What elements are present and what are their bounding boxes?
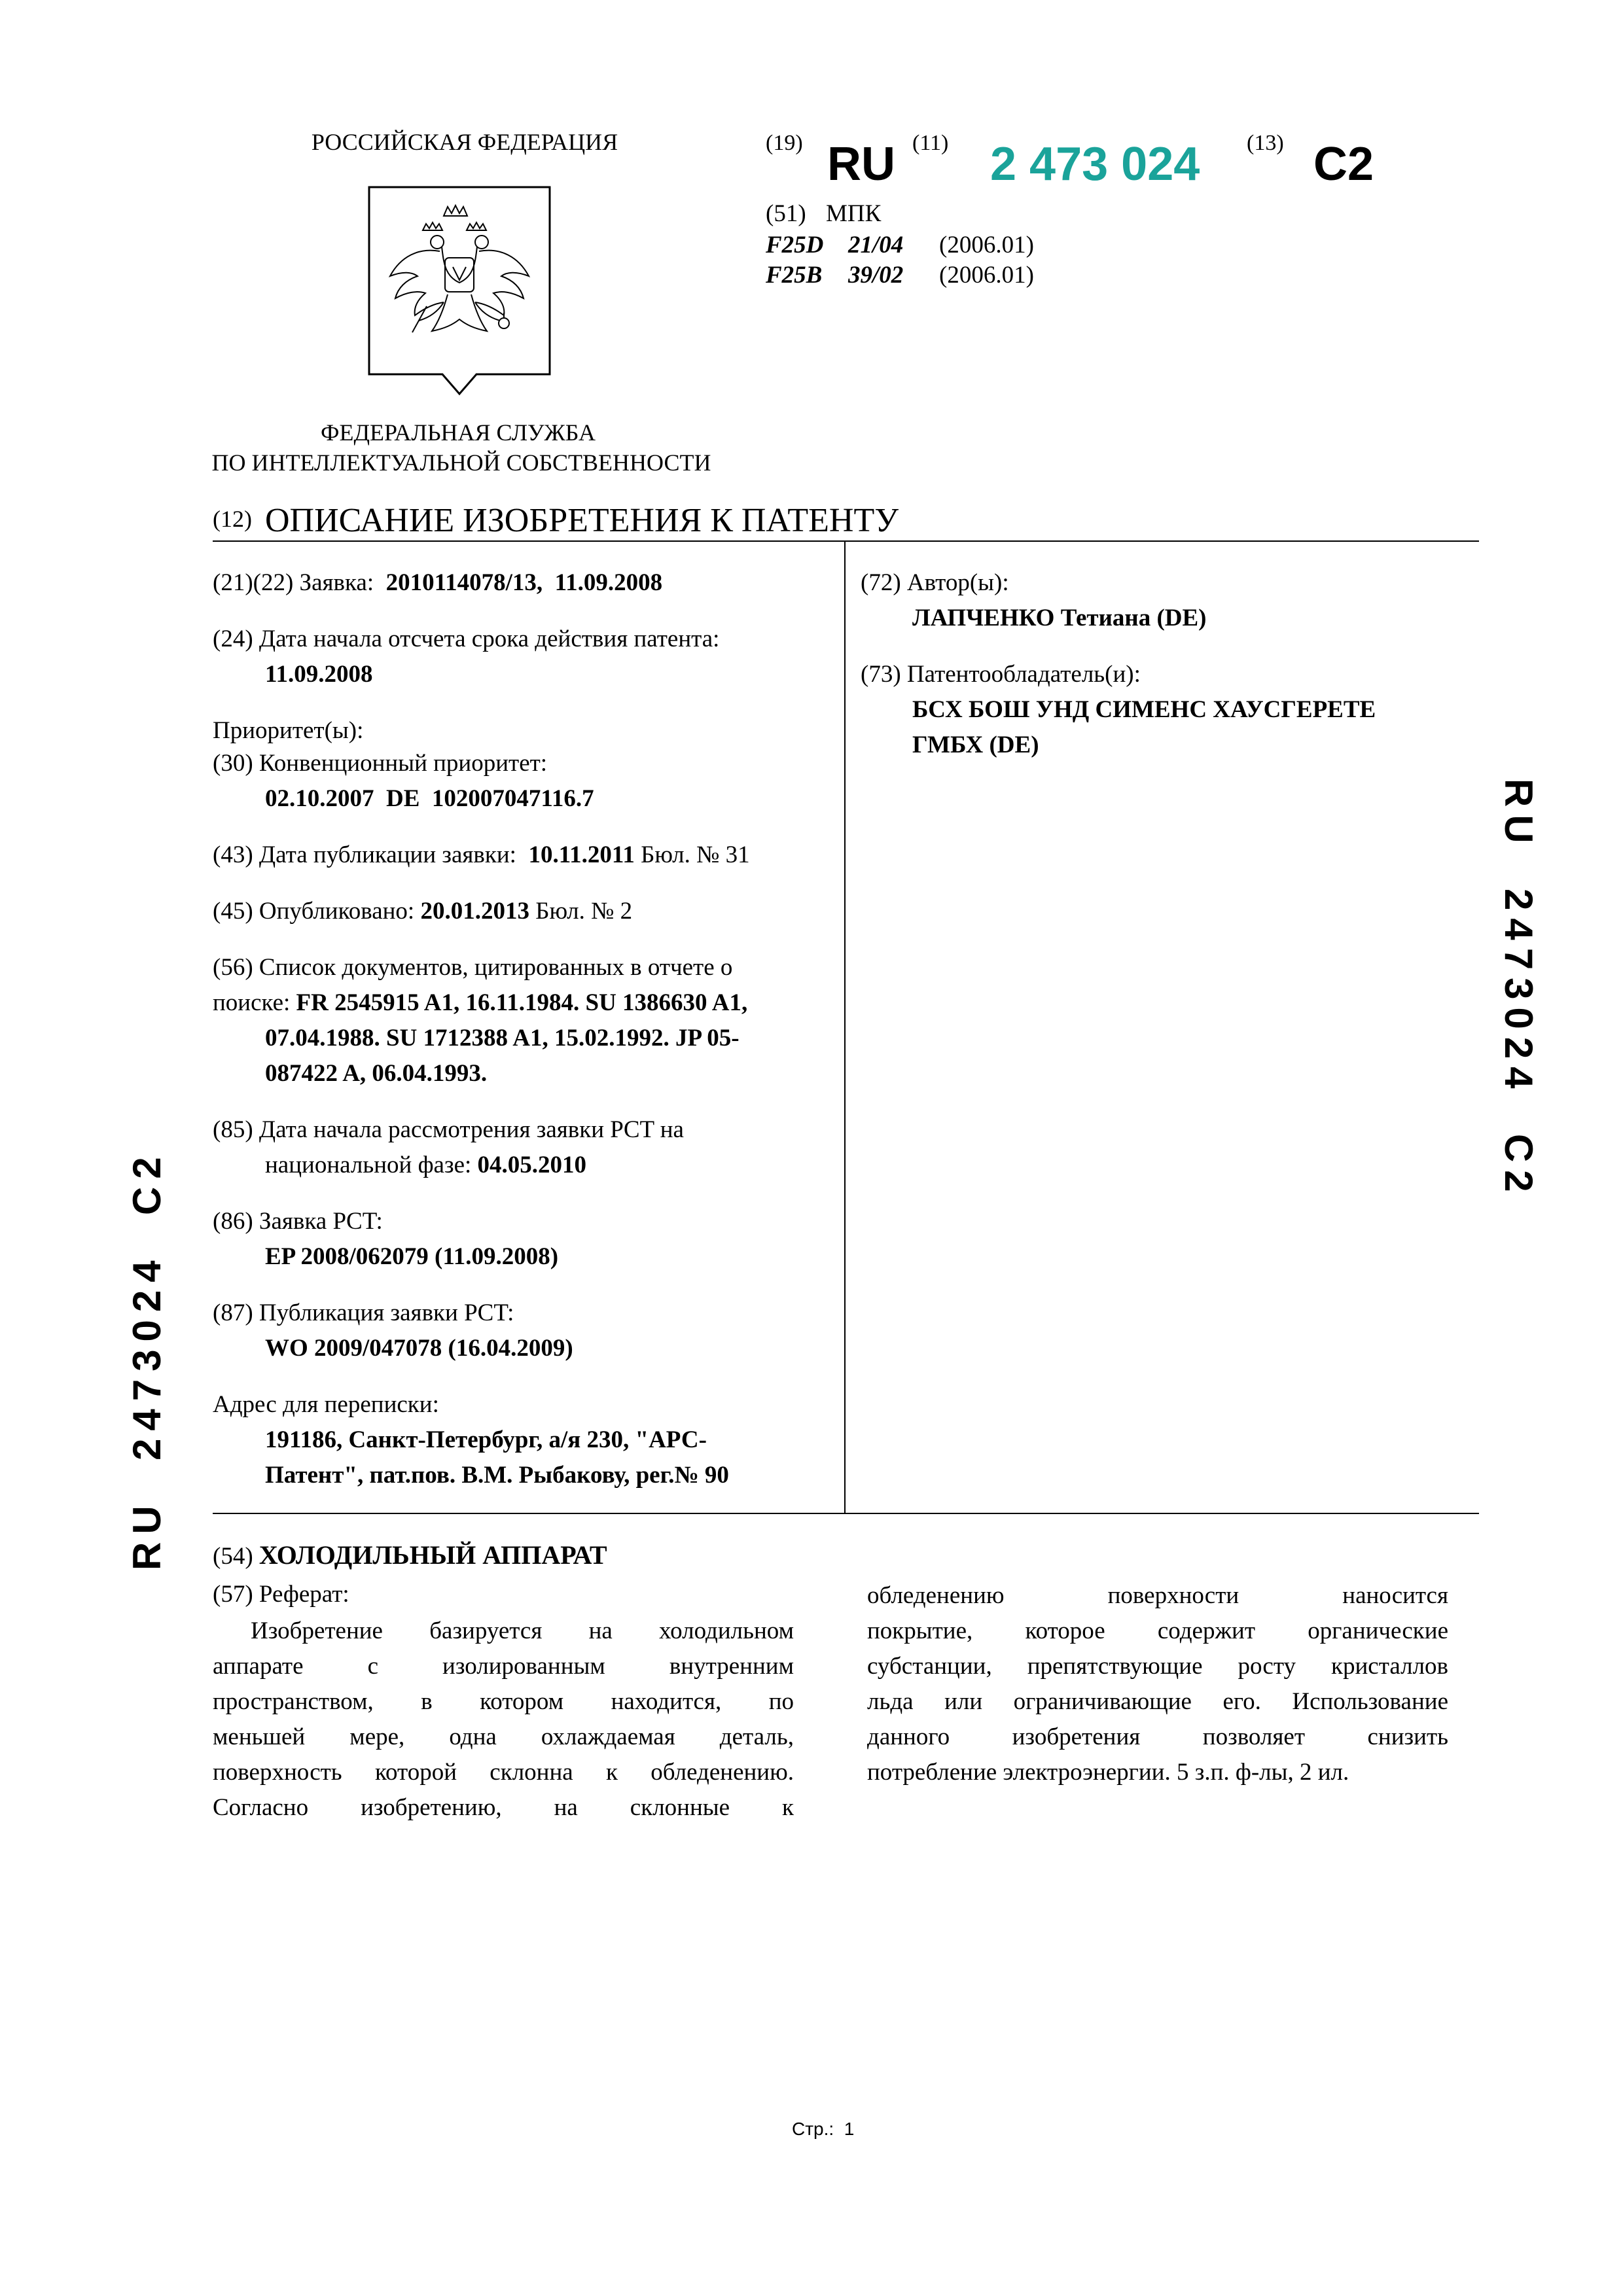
- address-line2: Патент", пат.пов. В.М. Рыбакову, рег.№ 90: [265, 1462, 729, 1489]
- field-56-line3: 07.04.1988. SU 1712388 A1, 15.02.1992. JP 05-: [265, 1025, 740, 1051]
- agency-name-line1: ФЕДЕРАЛЬНАЯ СЛУЖБА: [321, 419, 596, 446]
- field-72: [861, 569, 1009, 597]
- country-code-ru: RU: [827, 138, 895, 190]
- address-line1: 191186, Санкт-Петербург, а/я 230, "АРС-: [265, 1426, 707, 1453]
- field-code: (72): [861, 569, 901, 596]
- pct-application-value: EP 2008/062079 (11.09.2008): [265, 1243, 559, 1270]
- field-code: (30): [213, 750, 253, 777]
- abstract-line: субстанции, препятствующие росту кристаллов: [867, 1653, 1448, 1680]
- field-43: [213, 841, 750, 870]
- column-divider: [844, 540, 846, 1513]
- field-label: Заявка PCT:: [259, 1208, 383, 1235]
- ipc-code: F25D: [766, 232, 824, 258]
- doc-title-code: (12): [213, 506, 252, 532]
- abstract-line: Согласно изобретению, на склонные к: [213, 1794, 794, 1821]
- code-13: (13): [1247, 131, 1284, 155]
- abstract-line: аппарате с изолированным внутренним: [213, 1653, 794, 1680]
- field-73: [861, 661, 1141, 689]
- field-24: [213, 626, 719, 654]
- field-85-line2: [265, 1152, 586, 1180]
- field-87: [213, 1299, 514, 1328]
- field-value: 10.11.2011: [528, 841, 635, 868]
- holder-line2: ГМБХ (DE): [912, 732, 1039, 758]
- bulletin-ref: Бюл. № 2: [535, 898, 633, 925]
- abstract-left-column: [213, 1614, 794, 1826]
- field-value: 04.05.2010: [477, 1152, 587, 1178]
- field-85-line1: [213, 1116, 684, 1144]
- bulletin-ref: Бюл. № 31: [641, 841, 750, 868]
- abstract-right-column: [867, 1578, 1448, 1790]
- author-name: ЛАПЧЕНКО Тетиана (DE): [912, 605, 1207, 631]
- coat-of-arms-emblem: [366, 185, 552, 400]
- doc-title: ОПИСАНИЕ ИЗОБРЕТЕНИЯ К ПАТЕНТУ: [265, 502, 899, 539]
- field-45: [213, 898, 632, 926]
- field-label: поиске:: [213, 989, 291, 1016]
- field-label: Опубликовано:: [259, 898, 415, 925]
- abstract-line: льда или ограничивающие его. Использование: [867, 1688, 1448, 1715]
- field-57: [213, 1581, 349, 1609]
- field-code: (24): [213, 626, 253, 652]
- abstract-line: пространством, в котором находится, по: [213, 1688, 794, 1715]
- field-code: (57): [213, 1581, 253, 1608]
- field-value: 2010114078/13, 11.09.2008: [385, 569, 663, 596]
- biblio-bottom-rule: [213, 1513, 1479, 1514]
- invention-title: ХОЛОДИЛЬНЫЙ АППАРАТ: [259, 1540, 607, 1570]
- field-code: (54): [213, 1543, 253, 1570]
- field-label: Патентообладатель(и):: [906, 661, 1141, 688]
- field-code: (85): [213, 1116, 253, 1143]
- ipc-group: 39/02: [848, 262, 904, 289]
- field-code: (21)(22): [213, 569, 294, 596]
- field-label: Автор(ы):: [906, 569, 1009, 596]
- field-56-line4: 087422 A, 06.04.1993.: [265, 1060, 488, 1087]
- field-label: Дата начала рассмотрения заявки PCT на: [259, 1116, 684, 1143]
- abstract-line: покрытие, которое содержит органические: [867, 1617, 1448, 1644]
- side-label-left: RU 2473024 C2: [125, 1149, 169, 1570]
- field-label: Конвенционный приоритет:: [259, 750, 548, 777]
- field-label: Дата начала отсчета срока действия патента:: [259, 626, 720, 652]
- field-56-line2: [213, 989, 747, 1017]
- holder-line1: БСХ БОШ УНД СИМЕНС ХАУСГЕРЕТЕ: [912, 696, 1376, 723]
- kind-code: C2: [1313, 138, 1374, 190]
- agency-name-line2: ПО ИНТЕЛЛЕКТУАЛЬНОЙ СОБСТВЕННОСТИ: [211, 450, 711, 476]
- abstract-line: меньшей мере, одна охлаждаемая деталь,: [213, 1723, 794, 1750]
- code-19: (19): [766, 131, 803, 155]
- field-code: (56): [213, 954, 253, 981]
- pct-publication-value: WO 2009/047078 (16.04.2009): [265, 1335, 573, 1362]
- field-56-line1: [213, 954, 732, 982]
- field-label: Публикация заявки PCT:: [259, 1299, 514, 1326]
- field-value: FR 2545915 A1, 16.11.1984. SU 1386630 A1,: [296, 989, 748, 1016]
- ipc-group: 21/04: [848, 232, 904, 258]
- term-start-date: 11.09.2008: [265, 661, 373, 688]
- code-51: (51): [766, 200, 806, 227]
- convention-priority-value: 02.10.2007 DE 102007047116.7: [265, 785, 594, 812]
- ipc-version: (2006.01): [939, 232, 1034, 258]
- field-code: (86): [213, 1208, 253, 1235]
- mpk-label: МПК: [826, 200, 882, 227]
- field-54: [213, 1540, 607, 1571]
- field-code: (73): [861, 661, 901, 688]
- abstract-line: Изобретение базируется на холодильном: [251, 1617, 794, 1644]
- ipc-code: F25B: [766, 262, 823, 289]
- field-label: Реферат:: [259, 1581, 349, 1608]
- field-label: Список документов, цитированных в отчете о: [259, 954, 733, 981]
- field-code: (45): [213, 898, 253, 925]
- field-label: Заявка:: [299, 569, 374, 596]
- abstract-line: потребление электроэнергии. 5 з.п. ф-лы, 2 ил.: [867, 1759, 1349, 1786]
- abstract-line: обледенению поверхности наносится: [867, 1582, 1448, 1609]
- field-code: (43): [213, 841, 253, 868]
- title-rule: [213, 540, 1479, 542]
- priority-label: Приоритет(ы):: [213, 717, 364, 744]
- abstract-line: поверхность которой склонна к обледенению.: [213, 1759, 794, 1786]
- field-code: (87): [213, 1299, 253, 1326]
- code-11: (11): [912, 131, 949, 155]
- field-30: [213, 750, 547, 778]
- ipc-version: (2006.01): [939, 262, 1034, 289]
- field-86: [213, 1208, 383, 1236]
- country-name: РОССИЙСКАЯ ФЕДЕРАЦИЯ: [311, 129, 618, 155]
- page-number: Стр.: 1: [792, 2119, 855, 2139]
- patent-number: 2 473 024: [990, 138, 1200, 190]
- abstract-line: данного изобретения позволяет снизить: [867, 1723, 1448, 1750]
- address-label: Адрес для переписки:: [213, 1391, 439, 1418]
- field-label: национальной фазе:: [265, 1152, 472, 1178]
- side-label-right: RU 2473024 C2: [1497, 779, 1541, 1200]
- field-label: Дата публикации заявки:: [259, 841, 516, 868]
- field-value: 20.01.2013: [420, 898, 529, 925]
- field-21-22: [213, 569, 662, 597]
